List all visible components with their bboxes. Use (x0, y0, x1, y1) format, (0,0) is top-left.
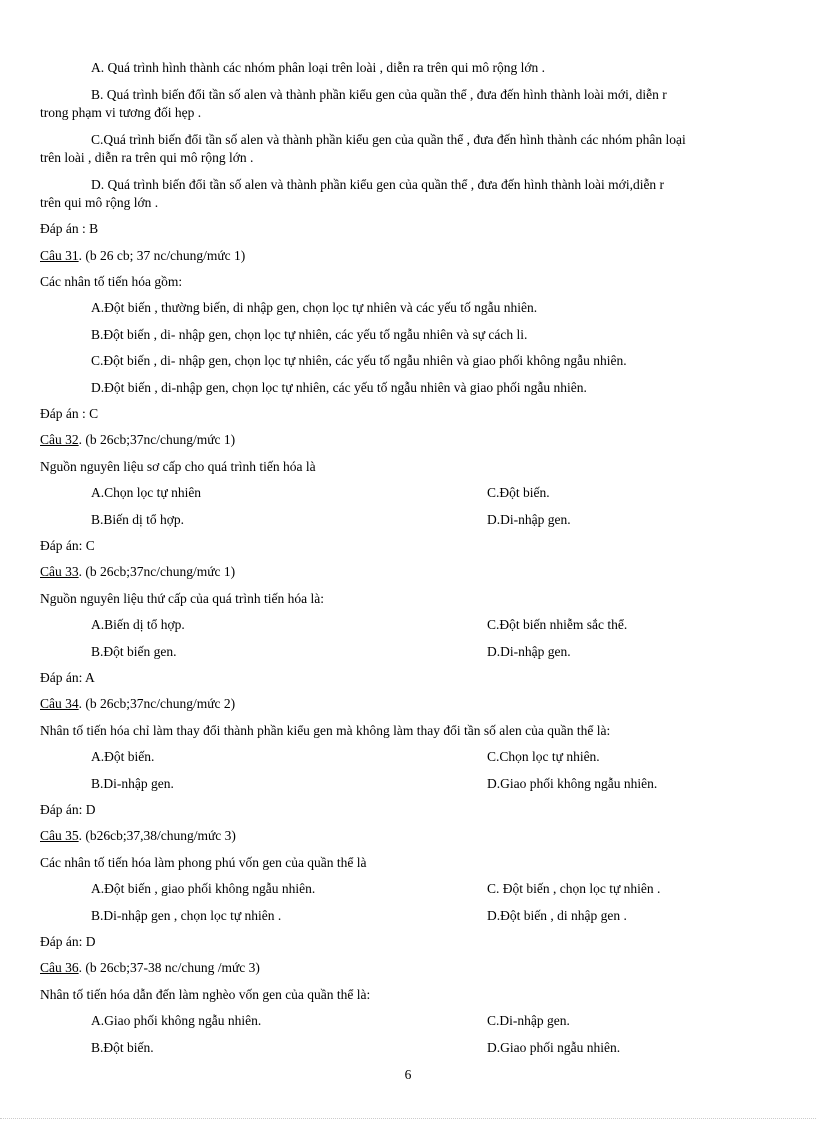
q33-answer: Đáp án: A (40, 670, 95, 685)
q31-answer: Đáp án : C (40, 406, 99, 421)
q34-stem: Nhân tố tiến hóa chỉ làm thay đổi thành phần kiểu gen mà không làm thay đổi tần số alen của quần thể là: (40, 723, 611, 738)
q33-ref: . (b 26cb;37nc/chung/mức 1) (78, 564, 236, 579)
q34-option-b: B.Di-nhập gen. (91, 776, 174, 791)
q34-label: Câu 34 (40, 696, 79, 711)
q31-stem: Các nhân tố tiến hóa gồm: (40, 274, 183, 289)
q35-option-a: A.Đột biến , giao phối không ngẫu nhiên. (91, 881, 316, 896)
q33-stem: Nguồn nguyên liệu thứ cấp của quá trình tiến hóa là: (40, 591, 324, 606)
q36-option-d: D.Giao phối ngẫu nhiên. (487, 1040, 621, 1055)
q34-header (40, 696, 235, 712)
q36-label: Câu 36 (40, 960, 79, 975)
q36-stem: Nhân tố tiến hóa dẫn đến làm nghèo vốn gen của quần thể là: (40, 987, 371, 1002)
intro-option-d: D. Quá trình biến đổi tần số alen và thành phần kiểu gen của quần thể , đưa đến hình thành loài mới,diễn r (91, 177, 665, 192)
q34-ref: . (b 26cb;37nc/chung/mức 2) (78, 696, 236, 711)
q34-answer: Đáp án: D (40, 802, 96, 817)
q31-option-b: B.Đột biến , di- nhập gen, chọn lọc tự nhiên, các yếu tố ngẫu nhiên và sự cách li. (91, 327, 528, 342)
intro-option-b-cont: trong phạm vi tương đối hẹp . (40, 105, 202, 120)
intro-option-c: C.Quá trình biến đổi tần số alen và thành phần kiểu gen của quần thể , đưa đến hình thành các nhóm phân loại (91, 132, 686, 147)
q35-option-b: B.Di-nhập gen , chọn lọc tự nhiên . (91, 908, 282, 923)
q31-option-a: A.Đột biến , thường biến, di nhập gen, chọn lọc tự nhiên và các yếu tố ngẫu nhiên. (91, 300, 538, 315)
q35-option-c: C. Đột biến , chọn lọc tự nhiên . (487, 881, 661, 896)
q33-option-c: C.Đột biến nhiễm sắc thể. (487, 617, 628, 632)
q33-option-d: D.Di-nhập gen. (487, 644, 571, 659)
q35-stem: Các nhân tố tiến hóa làm phong phú vốn gen của quần thể là (40, 855, 367, 870)
q33-header (40, 564, 235, 580)
q34-option-a: A.Đột biến. (91, 749, 155, 764)
intro-option-b: B. Quá trình biến đổi tần số alen và thành phần kiểu gen của quần thể , đưa đến hình thành loài mới, diễn r (91, 87, 667, 102)
q32-option-b: B.Biến dị tổ hợp. (91, 512, 185, 527)
q32-header (40, 432, 235, 448)
q33-option-b: B.Đột biến gen. (91, 644, 177, 659)
q36-option-a: A.Giao phối không ngẫu nhiên. (91, 1013, 262, 1028)
q31-header (40, 248, 245, 264)
intro-option-c-cont: trên loài , diễn ra trên qui mô rộng lớn . (40, 150, 254, 165)
intro-answer: Đáp án : B (40, 221, 99, 236)
q32-label: Câu 32 (40, 432, 79, 447)
q31-ref: . (b 26 cb; 37 nc/chung/mức 1) (78, 248, 246, 263)
q33-option-a: A.Biến dị tổ hợp. (91, 617, 185, 632)
page-bottom-rule (0, 1118, 816, 1119)
q35-label: Câu 35 (40, 828, 79, 843)
q36-option-c: C.Di-nhập gen. (487, 1013, 570, 1028)
q32-ref: . (b 26cb;37nc/chung/mức 1) (78, 432, 236, 447)
intro-option-a: A. Quá trình hình thành các nhóm phân loại trên loài , diễn ra trên qui mô rộng lớn . (91, 60, 546, 75)
q31-label: Câu 31 (40, 248, 79, 263)
q31-option-d: D.Đột biến , di-nhập gen, chọn lọc tự nhiên, các yếu tố ngẫu nhiên và giao phối ngẫu nhiên. (91, 380, 587, 395)
q32-option-d: D.Di-nhập gen. (487, 512, 571, 527)
q32-stem: Nguồn nguyên liệu sơ cấp cho quá trình tiến hóa là (40, 459, 316, 474)
q33-label: Câu 33 (40, 564, 79, 579)
q35-option-d: D.Đột biến , di nhập gen . (487, 908, 627, 923)
q36-header (40, 960, 260, 976)
q31-option-c: C.Đột biến , di- nhập gen, chọn lọc tự nhiên, các yếu tố ngẫu nhiên và giao phối không ngẫu nhiên. (91, 353, 627, 368)
q34-option-d: D.Giao phối không ngẫu nhiên. (487, 776, 658, 791)
page-number: 6 (404, 1067, 412, 1082)
intro-option-d-cont: trên qui mô rộng lớn . (40, 195, 159, 210)
q35-answer: Đáp án: D (40, 934, 96, 949)
q36-option-b: B.Đột biến. (91, 1040, 154, 1055)
q32-option-a: A.Chọn lọc tự nhiên (91, 485, 202, 500)
q35-ref: . (b26cb;37,38/chung/mức 3) (78, 828, 236, 843)
q35-header (40, 828, 236, 844)
q32-option-c: C.Đột biến. (487, 485, 550, 500)
q34-option-c: C.Chọn lọc tự nhiên. (487, 749, 600, 764)
q32-answer: Đáp án: C (40, 538, 95, 553)
q36-ref: . (b 26cb;37-38 nc/chung /mức 3) (78, 960, 260, 975)
